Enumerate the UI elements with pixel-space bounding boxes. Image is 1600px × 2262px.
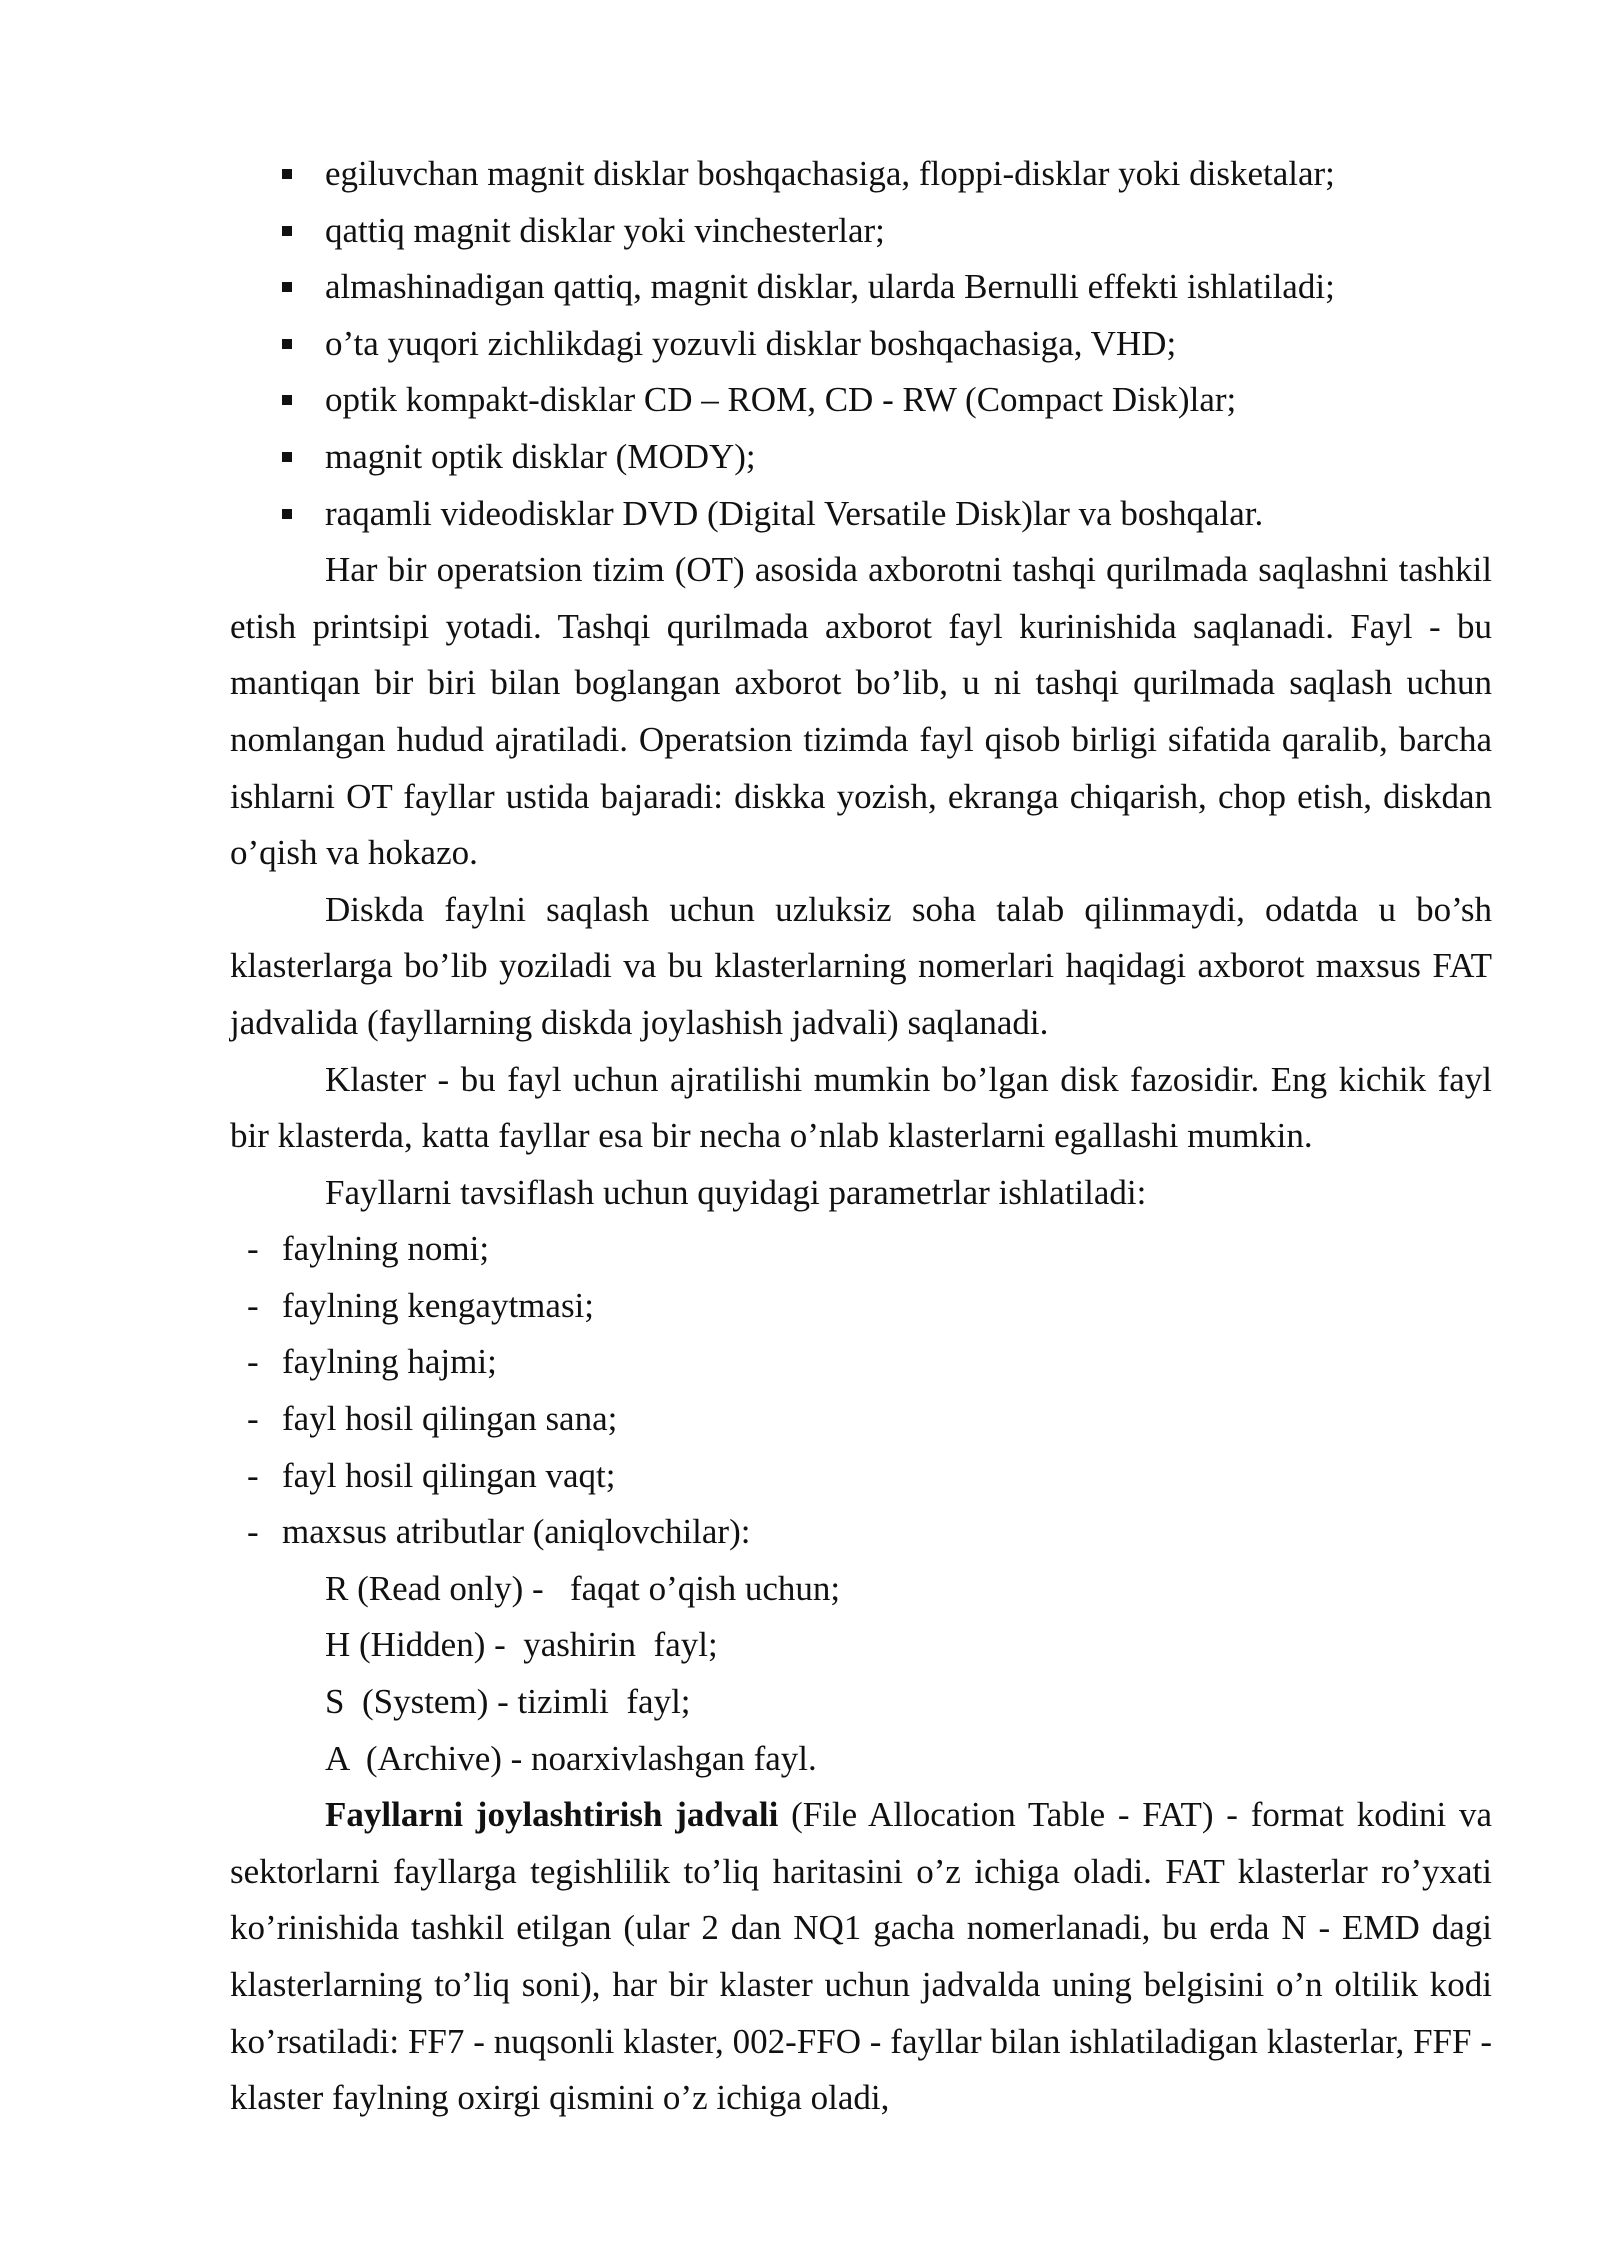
list-item: - fayl hosil qilingan vaqt; <box>230 1448 1492 1505</box>
list-item: raqamli videodisklar DVD (Digital Versatile Disk)lar va boshqalar. <box>230 486 1492 543</box>
list-item: o’ta yuqori zichlikdagi yozuvli disklar boshqachasiga, VHD; <box>230 316 1492 373</box>
paragraph-params-intro: Fayllarni tavsiflash uchun quyidagi parametrlar ishlatiladi: <box>325 1172 1147 1212</box>
list-item: optik kompakt-disklar CD – ROM, CD - RW (Compact Disk)lar; <box>230 372 1492 429</box>
list-item: A (Archive) - noarxivlashgan fayl. <box>325 1738 817 1778</box>
list-item: S (System) - tizimli fayl; <box>325 1682 691 1722</box>
fat-text: (File Allocation Table - FAT) - format kodini va sektorlarni fayllarga tegishlilik to’liq haritasini o’z ichiga oladi. FAT klasterlar ro’yxati ko’rinishida tashkil etilgan (ular 2 dan NQ1 gacha nomerlanadi, bu erda N - EMD dagi klasterlarning to’liq soni), har bir klaster uchun jadvalda uning belgisini o’n oltilik kodi ko’rsatiladi: FF7 - nuqsonli klaster, 002-FFO - fayllar bilan ishlatiladigan klasterlar, FFF - klaster faylning oxirgi qismini o’z ichiga oladi, <box>230 1795 1493 2118</box>
list-item: - maxsus atributlar (aniqlovchilar): <box>230 1504 1492 1561</box>
list-item: - faylning hajmi; <box>230 1334 1492 1391</box>
list-item: egiluvchan magnit disklar boshqachasiga, floppi-disklar yoki disketalar; <box>230 146 1492 203</box>
storage-device-list <box>230 146 1492 542</box>
paragraph-os-files: Har bir operatsion tizim (OT) asosida axborotni tashqi qurilmada saqlashni tashkil etish printsipi yotadi. Tashqi qurilmada axborot fayl kurinishida saqlanadi. Fayl - bu mantiqan bir biri bilan boglangan axborot bo’lib, u ni tashqi qurilmada saqlash uchun nomlangan hudud ajratiladi. Operatsion tizimda fayl qisob birligi sifatida qaralib, barcha ishlarni OT fayllar ustida bajaradi: diskka yozish, ekranga chiqarish, chop etish, diskdan o’qish va hokazo. <box>230 550 1492 873</box>
attribute-list <box>230 1561 1492 1787</box>
list-item: - faylning nomi; <box>230 1221 1492 1278</box>
list-item: - faylning kengaytmasi; <box>230 1278 1492 1335</box>
fat-term: Fayllarni joylashtirish jadvali <box>325 1795 779 1835</box>
paragraph-disk-storage: Diskda faylni saqlash uchun uzluksiz soha talab qilinmaydi, odatda u bo’sh klasterlarga bo’lib yoziladi va bu klasterlarning nomerlari haqidagi axborot maxsus FAT jadvalida (fayllarning diskda joylashish jadvali) saqlanadi. <box>230 889 1492 1042</box>
document-page <box>230 146 1492 2127</box>
paragraph-cluster: Klaster - bu fayl uchun ajratilishi mumkin bo’lgan disk fazosidir. Eng kichik fayl bir klasterda, katta fayllar esa bir necha o’nlab klasterlarni egallashi mumkin. <box>230 1059 1492 1156</box>
list-item: qattiq magnit disklar yoki vinchesterlar; <box>230 203 1492 260</box>
list-item: magnit optik disklar (MODY); <box>230 429 1492 486</box>
list-item: - fayl hosil qilingan sana; <box>230 1391 1492 1448</box>
list-item: H (Hidden) - yashirin fayl; <box>325 1625 718 1665</box>
file-params-list <box>230 1221 1492 1561</box>
list-item: almashinadigan qattiq, magnit disklar, ularda Bernulli effekti ishlatiladi; <box>230 259 1492 316</box>
paragraph-fat <box>230 1787 1492 2127</box>
list-item: R (Read only) - faqat o’qish uchun; <box>325 1568 841 1608</box>
